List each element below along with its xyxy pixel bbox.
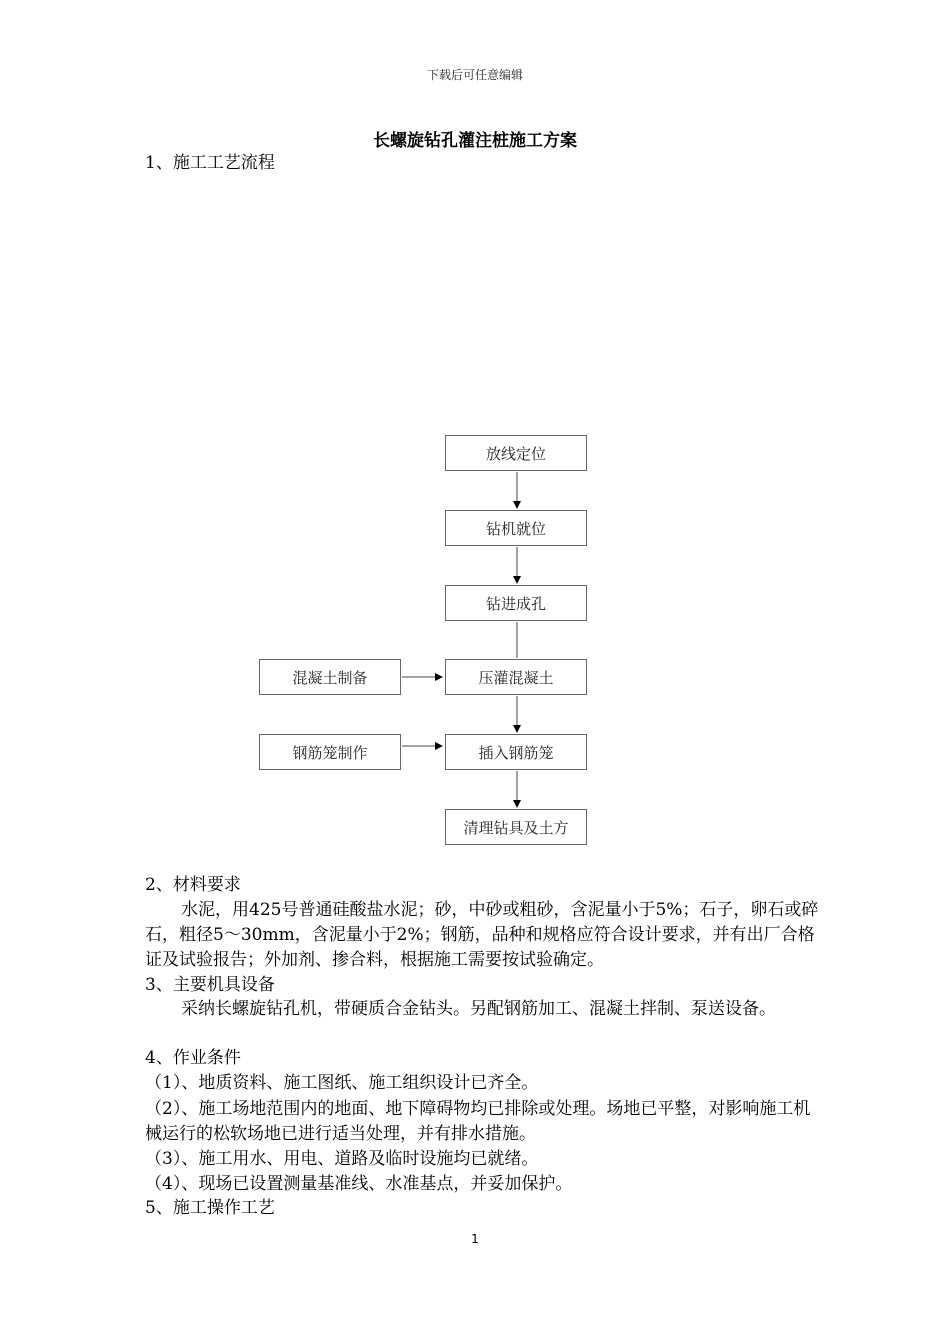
flow-step-2: 钻机就位 [445, 510, 587, 546]
flow-step-1: 放线定位 [445, 435, 587, 471]
condition-item-1: （1）、地质资料、施工图纸、施工组织设计已齐全。 [145, 1073, 539, 1093]
condition-item-2: （2）、施工场地范围内的地面、地下障碍物均已排除或处理。场地已平整，对影响施工机械运行的松软场地已进行适当处理，并有排水措施。 [145, 1099, 811, 1144]
section-4-heading: 4、作业条件 [145, 1048, 241, 1068]
section-5-heading: 5、施工操作工艺 [145, 1198, 275, 1218]
section-3-paragraph: 采纳长螺旋钻孔机，带硬质合金钻头。另配钢筋加工、混凝土拌制、泵送设备。 [181, 999, 776, 1019]
flow-step-3: 钻进成孔 [445, 585, 587, 621]
flow-step-4: 压灌混凝土 [445, 659, 587, 695]
flow-side-step-1: 混凝土制备 [259, 659, 401, 695]
flow-step-5: 插入钢筋笼 [445, 734, 587, 770]
condition-item-3: （3）、施工用水、用电、道路及临时设施均已就绪。 [145, 1149, 539, 1169]
header-note: 下载后可任意编辑 [426, 68, 523, 82]
condition-item-4: （4）、现场已设置测量基准线、水准基点，并妥加保护。 [145, 1174, 573, 1194]
section-2-paragraph: 水泥，用425号普通硅酸盐水泥；砂，中砂或粗砂，含泥量小于5%；石子，卵石或碎石，粗径5～30mm，含泥量小于2%；钢筋，品种和规格应符合设计要求，并有出厂合格证及试验报告；外加剂、掺合料，根据施工需要按试验确定。 [145, 900, 819, 970]
section-2-heading: 2、材料要求 [145, 875, 241, 895]
flow-side-step-2: 钢筋笼制作 [259, 734, 401, 770]
flow-step-6: 清理钻具及土方 [445, 809, 587, 845]
document-title: 长螺旋钻孔灌注桩施工方案 [373, 131, 577, 151]
page-number: 1 [471, 1232, 479, 1246]
section-1-heading: 1、施工工艺流程 [145, 153, 275, 173]
section-3-heading: 3、主要机具设备 [145, 975, 275, 995]
